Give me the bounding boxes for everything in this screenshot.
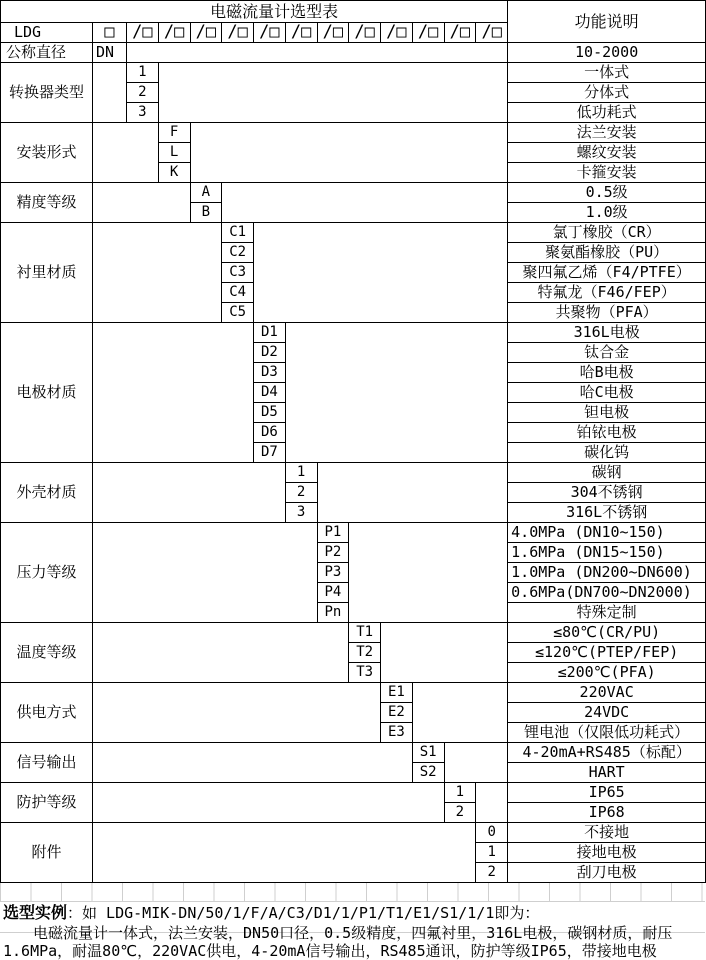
option-code-cell: S2 bbox=[412, 763, 444, 783]
option-code-cell: C3 bbox=[222, 263, 254, 283]
option-desc-cell: 24VDC bbox=[508, 703, 706, 723]
model-box-cell: /□ bbox=[476, 23, 508, 43]
option-code-cell: F bbox=[158, 123, 190, 143]
option-row bbox=[1, 743, 706, 763]
option-desc-cell: 一体式 bbox=[508, 63, 706, 83]
option-desc-cell: 316L不锈钢 bbox=[508, 503, 706, 523]
model-box-cell: /□ bbox=[158, 23, 190, 43]
option-code-cell: Pn bbox=[317, 603, 349, 623]
option-code-cell: E1 bbox=[381, 683, 413, 703]
option-row bbox=[1, 183, 706, 203]
option-desc-cell: ≤200℃(PFA) bbox=[508, 663, 706, 683]
option-desc-cell: 10-2000 bbox=[508, 43, 706, 63]
option-desc-cell: 碳化钨 bbox=[508, 443, 706, 463]
spacer-cell bbox=[93, 783, 445, 823]
option-row bbox=[1, 623, 706, 643]
option-desc-cell: 4-20mA+RS485（标配） bbox=[508, 743, 706, 763]
model-box-cell: /□ bbox=[317, 23, 349, 43]
spacer-cell bbox=[158, 63, 507, 123]
option-desc-cell: 接地电极 bbox=[508, 843, 706, 863]
example-line-3: 1.6MPa，耐温80℃，220VAC供电，4-20mA信号输出，RS485通讯，防护等级IP65，带接地电极 bbox=[3, 942, 657, 960]
section-label-cell: 安装形式 bbox=[1, 123, 93, 183]
option-code-cell: T2 bbox=[349, 643, 381, 663]
option-code-cell: D3 bbox=[254, 363, 286, 383]
option-desc-cell: 卡箍安装 bbox=[508, 163, 706, 183]
option-code-cell: C2 bbox=[222, 243, 254, 263]
model-box-cell: /□ bbox=[285, 23, 317, 43]
section-label-cell: 转换器类型 bbox=[1, 63, 93, 123]
section-label-cell: 压力等级 bbox=[1, 523, 93, 623]
example-code-text: ：如 LDG-MIK-DN/50/1/F/A/C3/D1/1/P1/T1/E1/S1/1/1即为： bbox=[67, 904, 540, 922]
example-line-2: 电磁流量计一体式，法兰安装，DN50口径，0.5级精度，四氟衬里，316L电极，碳钢材质，耐压 bbox=[33, 924, 673, 942]
option-row bbox=[1, 323, 706, 343]
option-row bbox=[1, 823, 706, 843]
option-code-cell: 1 bbox=[476, 843, 508, 863]
option-desc-cell: 碳钢 bbox=[508, 463, 706, 483]
option-code-cell: D5 bbox=[254, 403, 286, 423]
model-prefix-cell: LDG bbox=[1, 23, 93, 43]
selection-example bbox=[0, 902, 705, 960]
option-desc-cell: 锂电池（仅限低功耗式） bbox=[508, 723, 706, 743]
option-code-cell: E3 bbox=[381, 723, 413, 743]
spacer-cell bbox=[93, 623, 349, 683]
model-box-cell: /□ bbox=[349, 23, 381, 43]
option-desc-cell: 铂铱电极 bbox=[508, 423, 706, 443]
option-code-cell: P3 bbox=[317, 563, 349, 583]
spacer-cell bbox=[285, 323, 507, 463]
spacer-cell bbox=[476, 783, 508, 823]
option-desc-cell: 4.0MPa (DN10~150) bbox=[508, 523, 706, 543]
option-desc-cell: ≤80℃(CR/PU) bbox=[508, 623, 706, 643]
section-label-cell: 电极材质 bbox=[1, 323, 93, 463]
option-code-cell: B bbox=[190, 203, 222, 223]
spacer-cell bbox=[93, 63, 127, 123]
section-label-cell: 供电方式 bbox=[1, 683, 93, 743]
option-code-cell: K bbox=[158, 163, 190, 183]
option-code-cell: D6 bbox=[254, 423, 286, 443]
model-box-cell: /□ bbox=[381, 23, 413, 43]
spacer-cell bbox=[254, 223, 508, 323]
spacer-cell bbox=[317, 463, 508, 523]
section-label-cell: 附件 bbox=[1, 823, 93, 883]
option-row bbox=[1, 783, 706, 803]
option-code-cell: L bbox=[158, 143, 190, 163]
option-desc-cell: 1.6MPa (DN15~150) bbox=[508, 543, 706, 563]
model-box-cell: /□ bbox=[127, 23, 159, 43]
title-row bbox=[1, 1, 706, 23]
option-desc-cell: 220VAC bbox=[508, 683, 706, 703]
spacer-cell bbox=[349, 523, 508, 623]
option-code-cell: 2 bbox=[476, 863, 508, 883]
spacer-cell bbox=[93, 323, 254, 463]
spacer-cell bbox=[444, 743, 508, 783]
model-box-cell: /□ bbox=[190, 23, 222, 43]
option-code-cell: DN bbox=[93, 43, 127, 63]
option-code-cell: 2 bbox=[127, 83, 159, 103]
option-desc-cell: 分体式 bbox=[508, 83, 706, 103]
function-column-header: 功能说明 bbox=[508, 1, 706, 43]
model-box-cell: /□ bbox=[412, 23, 444, 43]
option-row bbox=[1, 463, 706, 483]
spacer-cell bbox=[93, 463, 286, 523]
option-desc-cell: ≤120℃(PTEP/FEP) bbox=[508, 643, 706, 663]
option-code-cell: C5 bbox=[222, 303, 254, 323]
option-desc-cell: 法兰安装 bbox=[508, 123, 706, 143]
model-box-cell: /□ bbox=[222, 23, 254, 43]
spacer-cell bbox=[93, 123, 159, 183]
spacer-cell bbox=[93, 743, 413, 783]
option-desc-cell: 螺纹安装 bbox=[508, 143, 706, 163]
option-code-cell: A bbox=[190, 183, 222, 203]
section-label-cell: 外壳材质 bbox=[1, 463, 93, 523]
option-code-cell: P2 bbox=[317, 543, 349, 563]
option-row bbox=[1, 63, 706, 83]
section-label-cell: 防护等级 bbox=[1, 783, 93, 823]
spacer-cell bbox=[93, 683, 381, 743]
option-code-cell: E2 bbox=[381, 703, 413, 723]
option-desc-cell: 0.6MPa(DN700~DN2000) bbox=[508, 583, 706, 603]
option-row bbox=[1, 523, 706, 543]
option-desc-cell: 聚氨酯橡胶（PU） bbox=[508, 243, 706, 263]
example-label: 选型实例 bbox=[3, 903, 68, 922]
option-desc-cell: 316L电极 bbox=[508, 323, 706, 343]
option-row bbox=[1, 683, 706, 703]
option-code-cell: 3 bbox=[127, 103, 159, 123]
option-code-cell: C1 bbox=[222, 223, 254, 243]
spacer-cell bbox=[190, 123, 508, 183]
example-line-1 bbox=[3, 902, 702, 924]
model-box-cell: □ bbox=[93, 23, 127, 43]
option-code-cell: D1 bbox=[254, 323, 286, 343]
option-code-cell: 3 bbox=[285, 503, 317, 523]
option-code-cell: 1 bbox=[444, 783, 476, 803]
option-code-cell: T1 bbox=[349, 623, 381, 643]
option-code-cell: C4 bbox=[222, 283, 254, 303]
option-code-cell: D4 bbox=[254, 383, 286, 403]
option-desc-cell: 哈B电极 bbox=[508, 363, 706, 383]
spacer-cell bbox=[222, 183, 508, 223]
option-code-cell: P4 bbox=[317, 583, 349, 603]
table-title: 电磁流量计选型表 bbox=[1, 1, 508, 23]
option-desc-cell: 304不锈钢 bbox=[508, 483, 706, 503]
section-label-cell: 信号输出 bbox=[1, 743, 93, 783]
option-desc-cell: IP65 bbox=[508, 783, 706, 803]
option-desc-cell: 氯丁橡胶（CR） bbox=[508, 223, 706, 243]
option-code-cell: 2 bbox=[285, 483, 317, 503]
option-desc-cell: 钛合金 bbox=[508, 343, 706, 363]
option-code-cell: T3 bbox=[349, 663, 381, 683]
model-box-cell: /□ bbox=[444, 23, 476, 43]
option-code-cell: 2 bbox=[444, 803, 476, 823]
option-desc-cell: 共聚物（PFA） bbox=[508, 303, 706, 323]
spacer-cell bbox=[93, 223, 222, 323]
option-code-cell: P1 bbox=[317, 523, 349, 543]
option-desc-cell: 特殊定制 bbox=[508, 603, 706, 623]
spacer-cell bbox=[127, 43, 508, 63]
model-box-cell: /□ bbox=[254, 23, 286, 43]
option-desc-cell: 1.0MPa (DN200~DN600) bbox=[508, 563, 706, 583]
spreadsheet-grid-strip bbox=[0, 883, 705, 902]
option-desc-cell: 聚四氟乙烯（F4/PTFE） bbox=[508, 263, 706, 283]
option-desc-cell: IP68 bbox=[508, 803, 706, 823]
spacer-cell bbox=[93, 823, 476, 883]
option-desc-cell: 钽电极 bbox=[508, 403, 706, 423]
option-row bbox=[1, 123, 706, 143]
spacer-cell bbox=[93, 183, 191, 223]
option-row bbox=[1, 223, 706, 243]
option-desc-cell: 1.0级 bbox=[508, 203, 706, 223]
option-desc-cell: 0.5级 bbox=[508, 183, 706, 203]
spacer-cell bbox=[93, 523, 318, 623]
option-desc-cell: 刮刀电极 bbox=[508, 863, 706, 883]
section-label-cell: 精度等级 bbox=[1, 183, 93, 223]
option-desc-cell: 不接地 bbox=[508, 823, 706, 843]
diameter-row bbox=[1, 43, 706, 63]
option-desc-cell: HART bbox=[508, 763, 706, 783]
option-code-cell: D2 bbox=[254, 343, 286, 363]
option-desc-cell: 低功耗式 bbox=[508, 103, 706, 123]
spacer-cell bbox=[381, 623, 508, 683]
option-code-cell: D7 bbox=[254, 443, 286, 463]
option-code-cell: 1 bbox=[285, 463, 317, 483]
section-label-cell: 公称直径 bbox=[1, 43, 93, 63]
option-code-cell: 1 bbox=[127, 63, 159, 83]
option-code-cell: S1 bbox=[412, 743, 444, 763]
section-label-cell: 温度等级 bbox=[1, 623, 93, 683]
option-code-cell: 0 bbox=[476, 823, 508, 843]
option-desc-cell: 哈C电极 bbox=[508, 383, 706, 403]
section-label-cell: 衬里材质 bbox=[1, 223, 93, 323]
option-desc-cell: 特氟龙（F46/FEP） bbox=[508, 283, 706, 303]
spacer-cell bbox=[412, 683, 507, 743]
